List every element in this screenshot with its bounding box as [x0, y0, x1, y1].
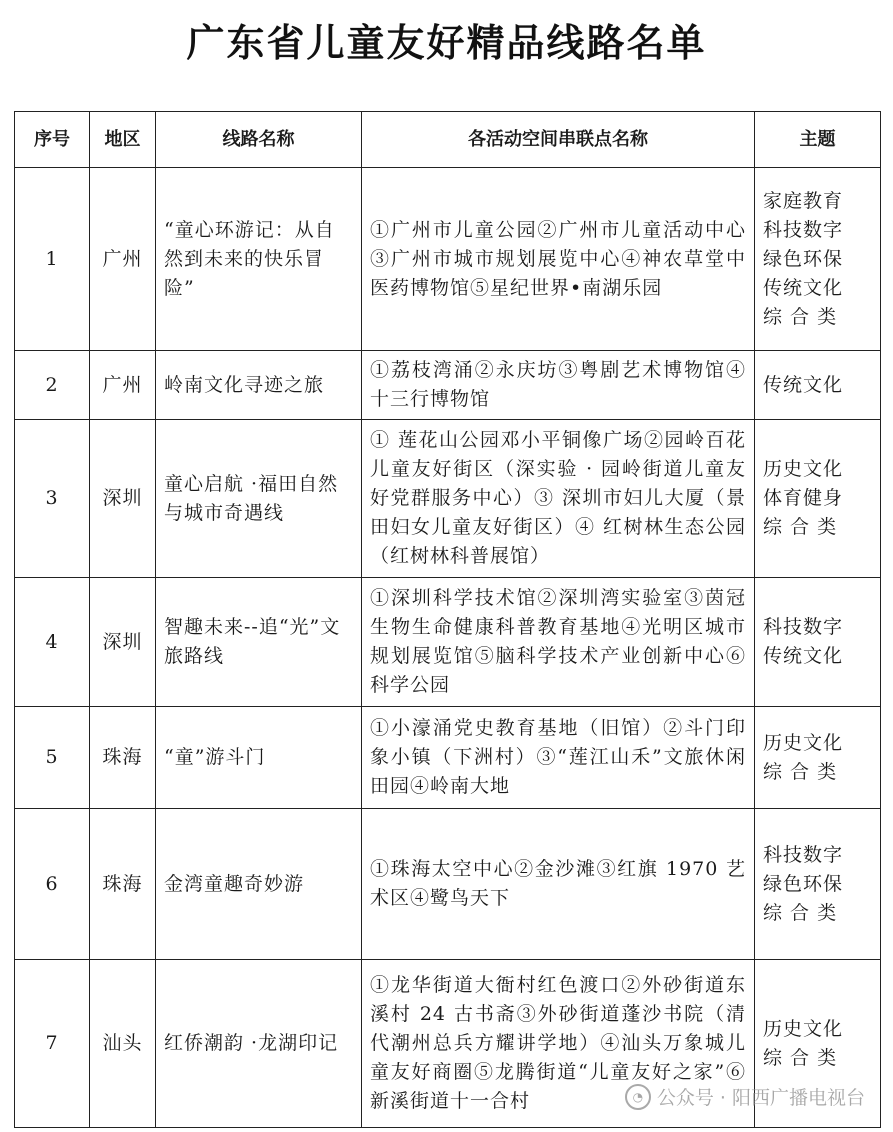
row-theme: 传统文化: [755, 351, 881, 420]
row-index: 1: [15, 168, 90, 351]
header-theme: 主题: [755, 112, 881, 168]
row-index: 3: [15, 420, 90, 578]
row-region: 汕头: [90, 960, 156, 1128]
row-region: 珠海: [90, 707, 156, 809]
table-row: [15, 168, 881, 351]
row-stops: ①深圳科学技术馆②深圳湾实验室③茵冠生物生命健康科普教育基地④光明区城市规划展览馆⑤脑科学技术产业创新中心⑥科学公园: [362, 578, 755, 707]
row-theme: 家庭教育 科技数字 绿色环保 传统文化 综 合 类: [755, 168, 881, 351]
row-route-name: “童”游斗门: [156, 707, 362, 809]
row-region: 珠海: [90, 809, 156, 960]
row-stops: ①广州市儿童公园②广州市儿童活动中心③广州市城市规划展览中心④神农草堂中医药博物馆⑤星纪世界•南湖乐园: [362, 168, 755, 351]
table-row: [15, 707, 881, 809]
table-header-row: [15, 112, 881, 168]
row-stops: ①荔枝湾涌②永庆坊③粤剧艺术博物馆④十三行博物馆: [362, 351, 755, 420]
row-route-name: “童心环游记：从自然到未来的快乐冒险”: [156, 168, 362, 351]
row-index: 2: [15, 351, 90, 420]
table-row: [15, 809, 881, 960]
row-route-name: 智趣未来--追“光”文旅路线: [156, 578, 362, 707]
wechat-official-account-icon: ◔: [625, 1084, 651, 1110]
row-route-name: 岭南文化寻迹之旅: [156, 351, 362, 420]
header-index: 序号: [15, 112, 90, 168]
row-route-name: 金湾童趣奇妙游: [156, 809, 362, 960]
row-theme: 历史文化 综 合 类: [755, 960, 881, 1128]
row-theme: 科技数字 传统文化: [755, 578, 881, 707]
table-row: [15, 420, 881, 578]
row-region: 广州: [90, 168, 156, 351]
row-region: 深圳: [90, 578, 156, 707]
row-theme: 历史文化 综 合 类: [755, 707, 881, 809]
row-stops: ① 莲花山公园邓小平铜像广场②园岭百花儿童友好街区（深实验 · 园岭街道儿童友好党群服务中心）③ 深圳市妇儿大厦（景田妇女儿童友好街区）④ 红树林生态公园（红树林科普展馆）: [362, 420, 755, 578]
row-index: 4: [15, 578, 90, 707]
row-index: 5: [15, 707, 90, 809]
row-stops: ①龙华街道大衙村红色渡口②外砂街道东溪村 24 古书斋③外砂街道蓬沙书院（清代潮州总兵方耀讲学地）④汕头万象城儿童友好商圈⑤龙腾街道“儿童友好之家”⑥新溪街道十一合村: [362, 960, 755, 1128]
header-region: 地区: [90, 112, 156, 168]
row-stops: ①珠海太空中心②金沙滩③红旗 1970 艺术区④鹭鸟天下: [362, 809, 755, 960]
header-stops: 各活动空间串联点名称: [362, 112, 755, 168]
row-index: 7: [15, 960, 90, 1128]
watermark-text: 公众号 · 阳西广播电视台: [656, 1087, 865, 1109]
row-index: 6: [15, 809, 90, 960]
header-route-name: 线路名称: [156, 112, 362, 168]
row-theme: 历史文化 体育健身 综 合 类: [755, 420, 881, 578]
row-region: 深圳: [90, 420, 156, 578]
table-row: [15, 351, 881, 420]
row-route-name: 红侨潮韵 ·龙湖印记: [156, 960, 362, 1128]
row-theme: 科技数字 绿色环保 综 合 类: [755, 809, 881, 960]
routes-table: [14, 111, 881, 1128]
watermark: [625, 1083, 865, 1110]
row-route-name: 童心启航 ·福田自然与城市奇遇线: [156, 420, 362, 578]
row-region: 广州: [90, 351, 156, 420]
table-row: [15, 578, 881, 707]
row-stops: ①小濠涌党史教育基地（旧馆）②斗门印象小镇（下洲村）③“莲江山禾”文旅休闲田园④岭南大地: [362, 707, 755, 809]
page-title: 广东省儿童友好精品线路名单: [186, 21, 707, 65]
